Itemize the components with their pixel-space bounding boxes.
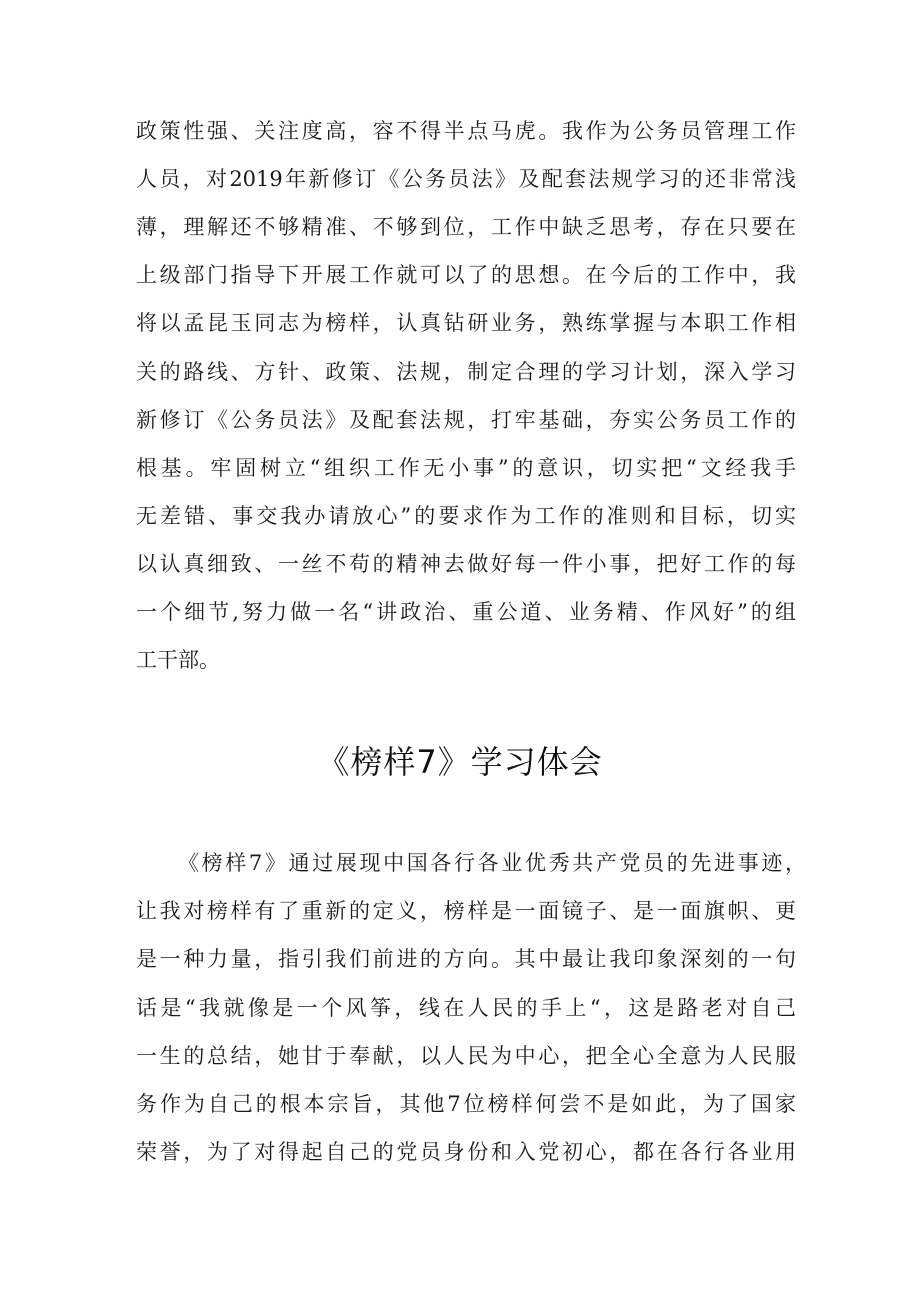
paragraph-line: 《榜样7》通过展现中国各行各业优秀共产党员的先进事迹， <box>178 851 806 875</box>
paragraph-line: 一生的总结，她甘于奉献，以人民为中心，把全心全意为人民服 <box>136 1044 796 1068</box>
paragraph-line: 将以孟昆玉同志为榜样，认真钻研业务，熟练掌握与本职工作相 <box>136 311 796 335</box>
paragraph-line: 让我对榜样有了重新的定义，榜样是一面镜子、是一面旗帜、更 <box>136 899 796 923</box>
paragraph-line: 新修订《公务员法》及配套法规，打牢基础，夯实公务员工作的 <box>136 408 796 432</box>
paragraph-line: 上级部门指导下开展工作就可以了的思想。在今后的工作中，我 <box>136 263 796 287</box>
section-title: 《榜样7》学习体会 <box>317 743 603 781</box>
paragraph-line: 务作为自己的根本宗旨，其他7位榜样何尝不是如此，为了国家 <box>136 1092 796 1116</box>
paragraph-line: 以认真细致、一丝不苟的精神去做好每一件小事，把好工作的每 <box>136 552 796 576</box>
paragraph-line: 无差错、事交我办请放心”的要求作为工作的准则和目标，切实 <box>136 504 796 528</box>
paragraph-line: 工干部。 <box>136 648 220 672</box>
paragraph-line: 是一种力量，指引我们前进的方向。其中最让我印象深刻的一句 <box>136 947 796 971</box>
paragraph-line: 关的路线、方针、政策、法规，制定合理的学习计划，深入学习 <box>136 360 796 384</box>
paragraph-line: 根基。牢固树立“组织工作无小事”的意识，切实把“文经我手 <box>136 456 796 480</box>
paragraph-line: 政策性强、关注度高，容不得半点马虎。我作为公务员管理工作 <box>136 119 796 143</box>
paragraph-line: 一个细节,努力做一名“讲政治、重公道、业务精、作风好”的组 <box>136 600 796 624</box>
paragraph-line: 荣誉，为了对得起自己的党员身份和入党初心，都在各行各业用 <box>136 1140 796 1164</box>
paragraph-line: 人员，对2019年新修订《公务员法》及配套法规学习的还非常浅 <box>136 167 796 191</box>
paragraph-line: 薄，理解还不够精准、不够到位，工作中缺乏思考，存在只要在 <box>136 215 796 239</box>
paragraph-line: 话是“我就像是一个风筝，线在人民的手上“，这是路老对自己 <box>136 996 796 1020</box>
